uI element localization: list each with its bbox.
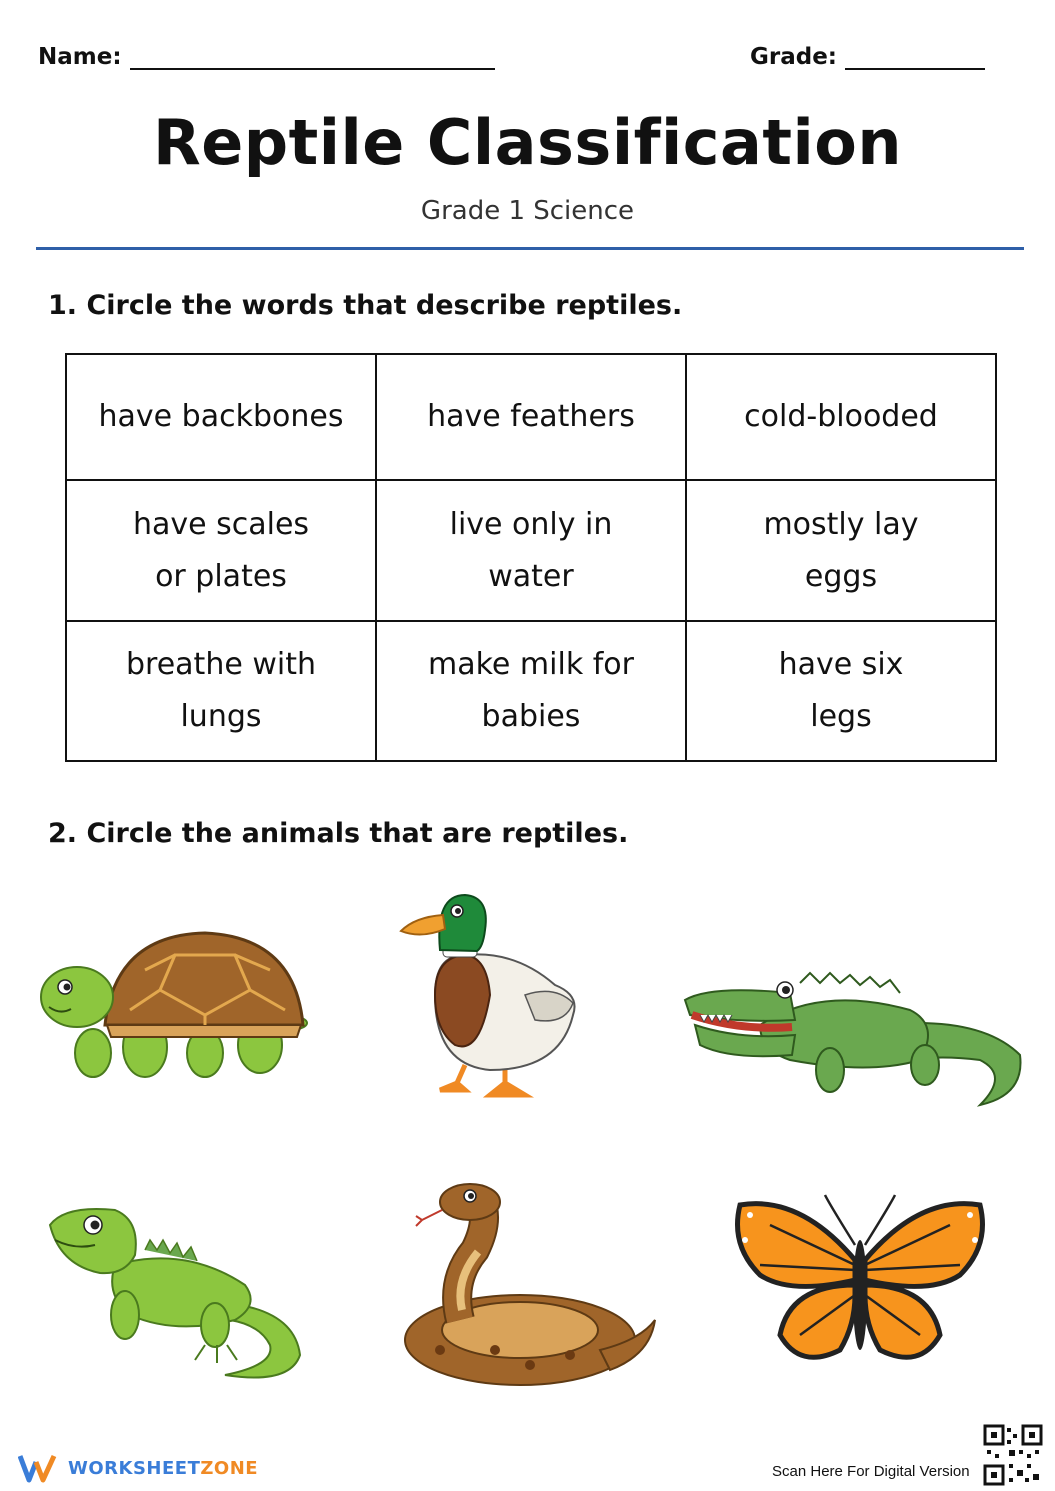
word-line: water — [488, 558, 574, 594]
word-cell-have-scales[interactable] — [66, 480, 376, 621]
word-cell-cold-blooded[interactable] — [686, 354, 996, 480]
word-line: have feathers — [427, 399, 635, 434]
word-line: mostly lay — [763, 506, 919, 542]
word-cell-have-backbones[interactable] — [66, 354, 376, 480]
question-1-prompt: 1. Circle the words that describe reptiles. — [48, 290, 683, 321]
word-line: or plates — [155, 558, 287, 594]
brand-part1: WORKSHEET — [68, 1457, 201, 1479]
question-2-prompt: 2. Circle the animals that are reptiles. — [48, 818, 629, 849]
word-line: breathe with — [126, 647, 316, 682]
brand-part2: ZONE — [200, 1457, 259, 1479]
word-cell-six-legs[interactable] — [686, 621, 996, 761]
brand-name — [68, 1458, 258, 1479]
word-line: legs — [810, 699, 872, 734]
scan-instruction: Scan Here For Digital Version — [772, 1463, 970, 1480]
word-line: babies — [481, 699, 581, 734]
name-label: Name: — [38, 44, 122, 70]
worksheetzone-logo[interactable] — [18, 1452, 258, 1484]
word-table — [65, 353, 997, 762]
crocodile-icon[interactable] — [680, 965, 1030, 1115]
word-line: have scales — [132, 506, 310, 542]
word-cell-make-milk[interactable] — [376, 621, 686, 761]
word-line: lungs — [180, 699, 262, 734]
word-line: make milk for — [428, 647, 634, 682]
word-cell-lay-eggs[interactable] — [686, 480, 996, 621]
name-field[interactable] — [38, 42, 495, 70]
word-cell-live-in-water[interactable] — [376, 480, 686, 621]
word-line: eggs — [804, 558, 878, 594]
word-line: cold-blooded — [744, 399, 938, 434]
name-blank-line[interactable] — [130, 42, 495, 70]
grade-label: Grade: — [750, 44, 838, 70]
word-line: have six — [778, 647, 904, 682]
word-line: live only in — [449, 506, 613, 542]
worksheetzone-w-icon — [18, 1452, 58, 1484]
grade-field[interactable] — [750, 42, 985, 70]
snake-icon[interactable] — [400, 1180, 660, 1395]
duck-icon[interactable] — [395, 885, 585, 1110]
page-title: Reptile Classification — [152, 106, 903, 179]
qr-code-icon[interactable] — [983, 1424, 1043, 1490]
butterfly-icon[interactable] — [730, 1185, 990, 1395]
word-cell-have-feathers[interactable] — [376, 354, 686, 480]
page-subtitle: Grade 1 Science — [420, 196, 635, 226]
word-line: have backbones — [98, 399, 344, 434]
turtle-icon[interactable] — [35, 925, 315, 1090]
iguana-icon[interactable] — [45, 1195, 315, 1395]
grade-blank-line[interactable] — [845, 42, 985, 70]
word-cell-breathe-lungs[interactable] — [66, 621, 376, 761]
title-divider — [36, 247, 1024, 250]
